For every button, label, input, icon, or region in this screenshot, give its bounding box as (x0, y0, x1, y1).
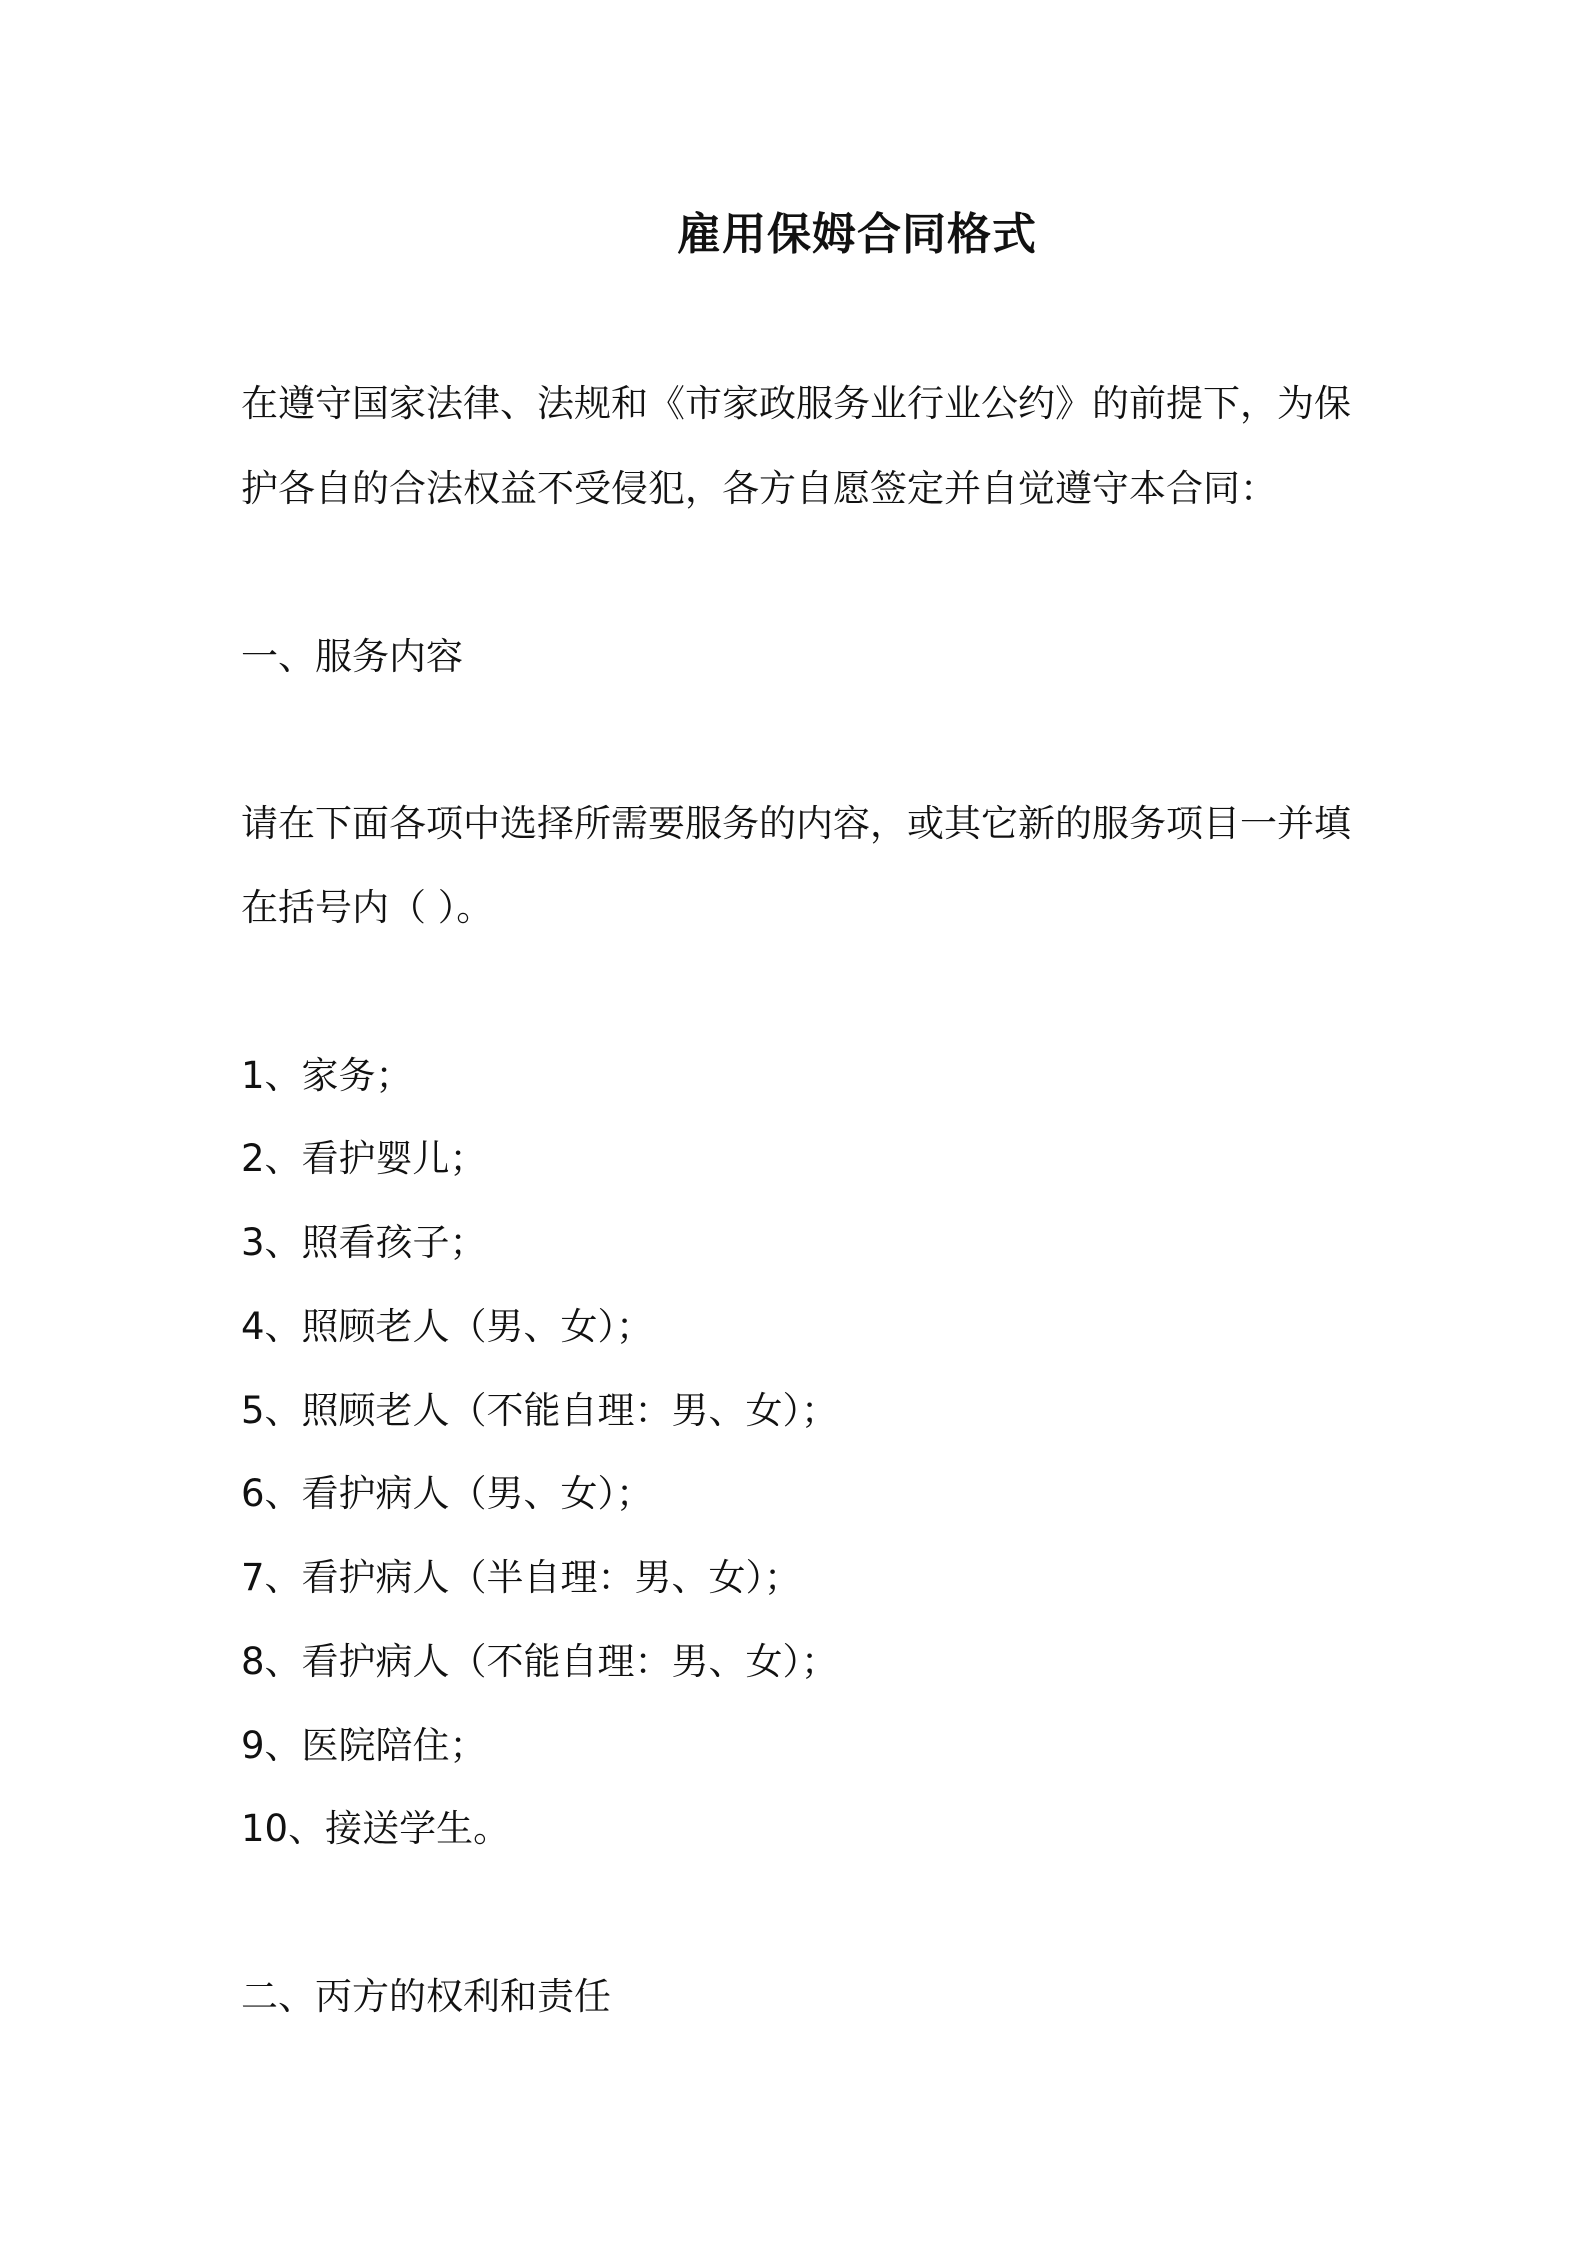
service-item-4: 4、照顾老人（男、女）； (241, 1305, 654, 1348)
service-item-5: 5、照顾老人（不能自理：男、女）； (241, 1389, 839, 1432)
section-1-heading: 一、服务内容 (241, 635, 463, 678)
service-item-3: 3、照看孩子； (241, 1221, 487, 1264)
service-item-6: 6、看护病人（男、女）； (241, 1472, 654, 1515)
intro-line-1: 在遵守国家法律、法规和《市家政服务业行业公约》的前提下，为保 (241, 382, 1351, 425)
instruction-line-1: 请在下面各项中选择所需要服务的内容，或其它新的服务项目一并填 (241, 802, 1351, 845)
intro-line-2: 护各自的合法权益不受侵犯，各方自愿签定并自觉遵守本合同： (241, 467, 1277, 510)
service-item-2: 2、看护婴儿； (241, 1137, 487, 1180)
service-item-8: 8、看护病人（不能自理：男、女）； (241, 1640, 839, 1683)
section-2-heading: 二、丙方的权利和责任 (241, 1975, 611, 2018)
service-item-9: 9、医院陪住； (241, 1724, 487, 1767)
document-title: 雇用保姆合同格式 (677, 209, 1037, 260)
service-item-1: 1、家务； (241, 1054, 413, 1097)
service-item-7: 7、看护病人（半自理：男、女）； (241, 1556, 802, 1599)
service-item-10: 10、接送学生。 (241, 1807, 511, 1850)
instruction-line-2: 在括号内（ ）。 (241, 886, 494, 929)
